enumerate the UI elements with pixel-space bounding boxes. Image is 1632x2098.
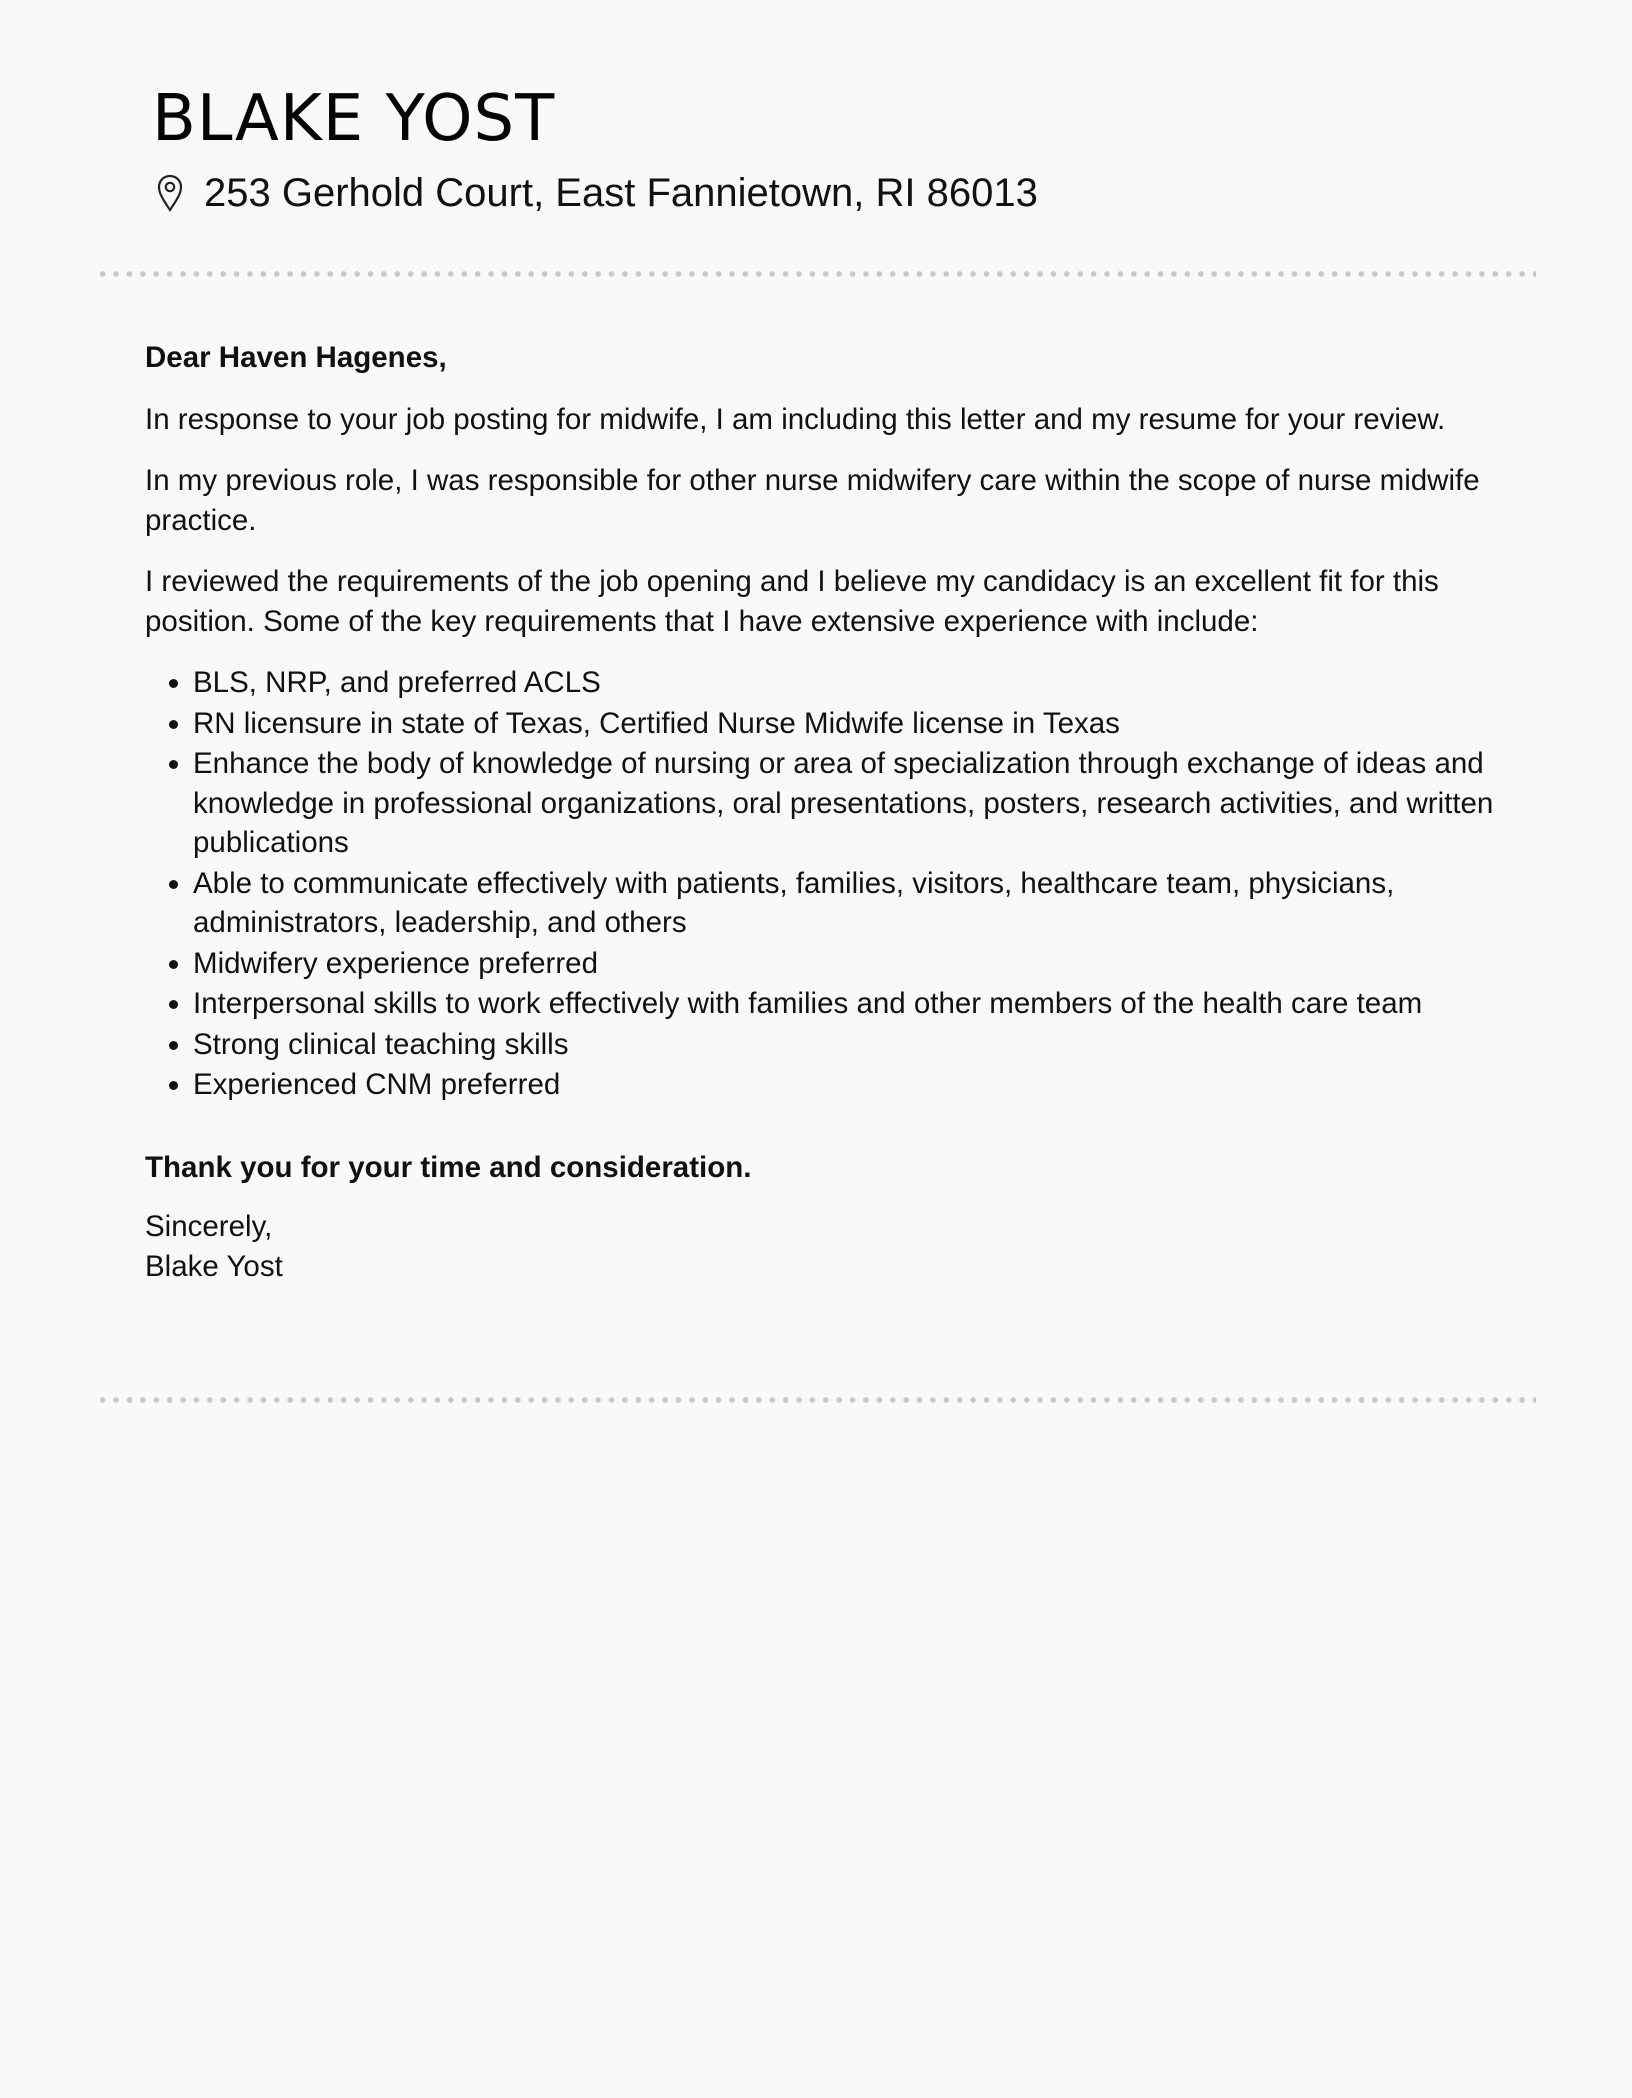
requirement-item: • Able to communicate effectively with patients, families, visitors, healthcare team, physicians, administrators, leadership, and others bbox=[193, 864, 1505, 943]
intro-paragraph: In response to your job posting for midwife, I am including this letter and my resume for your review. bbox=[145, 402, 1446, 436]
previous-role-paragraph: In my previous role, I was responsible for other nurse midwifery care within the scope of nurse midwife practice. bbox=[145, 464, 1480, 537]
salutation: Dear Haven Hagenes, bbox=[145, 341, 447, 374]
closing-sentence: Thank you for your time and consideration. bbox=[145, 1150, 752, 1184]
signature-block bbox=[145, 1207, 1505, 1286]
requirement-item: • Midwifery experience preferred bbox=[193, 944, 1505, 984]
requirement-item: • Strong clinical teaching skills bbox=[193, 1025, 1505, 1065]
requirement-item: • RN licensure in state of Texas, Certified Nurse Midwife license in Texas bbox=[193, 704, 1505, 744]
letter-body bbox=[145, 338, 1505, 1286]
sender-address-row bbox=[152, 166, 1512, 220]
requirements-intro-paragraph: I reviewed the requirements of the job opening and I believe my candidacy is an excellent fit for this position. Some of the key requirements that I have extensive experience with include: bbox=[145, 565, 1439, 638]
signoff: Sincerely, bbox=[145, 1210, 273, 1243]
letter-header bbox=[152, 78, 1512, 220]
sender-name: BLAKE YOST bbox=[152, 82, 556, 156]
requirements-list bbox=[145, 663, 1505, 1105]
top-dotted-divider bbox=[96, 271, 1536, 277]
signature-name: Blake Yost bbox=[145, 1249, 283, 1283]
requirement-item: • Experienced CNM preferred bbox=[193, 1065, 1505, 1105]
requirement-item: • BLS, NRP, and preferred ACLS bbox=[193, 663, 1505, 703]
requirement-item: • Enhance the body of knowledge of nursing or area of specialization through exchange of ideas and knowledge in professional organizations, oral presentations, posters, research activities, and written publications bbox=[193, 744, 1505, 863]
requirement-item: • Interpersonal skills to work effectively with families and other members of the health care team bbox=[193, 984, 1505, 1024]
bottom-dotted-divider bbox=[96, 1397, 1536, 1403]
location-pin-icon bbox=[156, 173, 184, 213]
sender-address: 253 Gerhold Court, East Fannietown, RI 86013 bbox=[204, 171, 1038, 215]
